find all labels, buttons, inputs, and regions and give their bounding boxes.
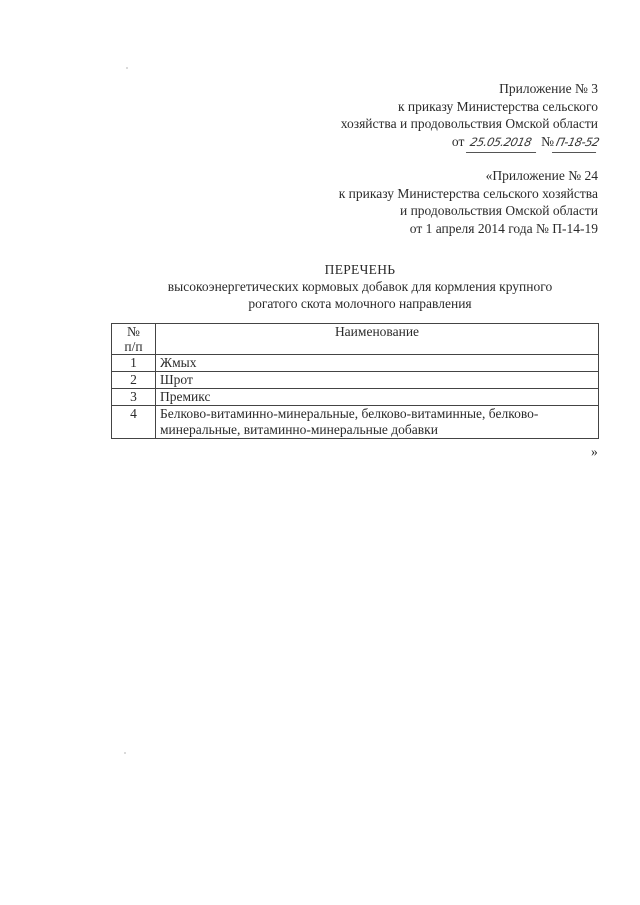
document-title: ПЕРЕЧЕНЬ	[324, 262, 396, 277]
table-row	[112, 355, 599, 372]
appendix-24-title: «Приложение № 24	[485, 168, 598, 183]
appendix-3-header	[340, 80, 601, 152]
row-name: Жмых	[156, 355, 599, 372]
table-row	[112, 406, 599, 439]
appendix-24-date-line: от 1 апреля 2014 года № П-14-19	[409, 220, 598, 236]
appendix-24-order-line: к приказу Министерства сельского хозяйства	[338, 185, 598, 201]
table-header-row	[112, 324, 599, 355]
row-name: Премикс	[156, 389, 599, 406]
row-number: 4	[112, 406, 156, 439]
row-number: 3	[112, 389, 156, 406]
appendix-24-ministry-line: и продовольствия Омской области	[399, 203, 598, 218]
document-subtitle-line-1: высокоэнергетических кормовых добавок для кормления крупного	[167, 279, 553, 294]
date-prefix: от	[451, 133, 465, 149]
handwritten-number: П-18-52	[552, 134, 600, 153]
appendix-24-header	[339, 167, 598, 237]
row-number: 1	[112, 355, 156, 372]
additives-table	[111, 323, 599, 439]
scan-speck	[124, 752, 126, 754]
appendix-3-order-line: к приказу Министерства сельского	[397, 98, 598, 114]
scan-speck	[126, 67, 128, 69]
document-title-block	[110, 261, 610, 312]
header-name: Наименование	[156, 324, 599, 355]
document-subtitle-line-2: рогатого скота молочного направления	[248, 296, 472, 311]
handwritten-date: 25.05.2018	[466, 134, 540, 153]
row-name: Шрот	[156, 372, 599, 389]
row-number: 2	[112, 372, 156, 389]
header-number: № п/п	[112, 324, 156, 355]
appendix-3-ministry-line: хозяйства и продовольствия Омской области	[340, 116, 598, 131]
table-row	[112, 389, 599, 406]
appendix-3-date-line	[341, 133, 601, 153]
closing-quote: »	[591, 444, 598, 459]
row-name: Белково-витаминно-минеральные, белково-витаминные, белково-минеральные, витаминно-минеральные добавки	[156, 406, 599, 439]
table-row	[112, 372, 599, 389]
appendix-3-title: Приложение № 3	[499, 81, 598, 96]
number-prefix: №	[541, 133, 554, 149]
